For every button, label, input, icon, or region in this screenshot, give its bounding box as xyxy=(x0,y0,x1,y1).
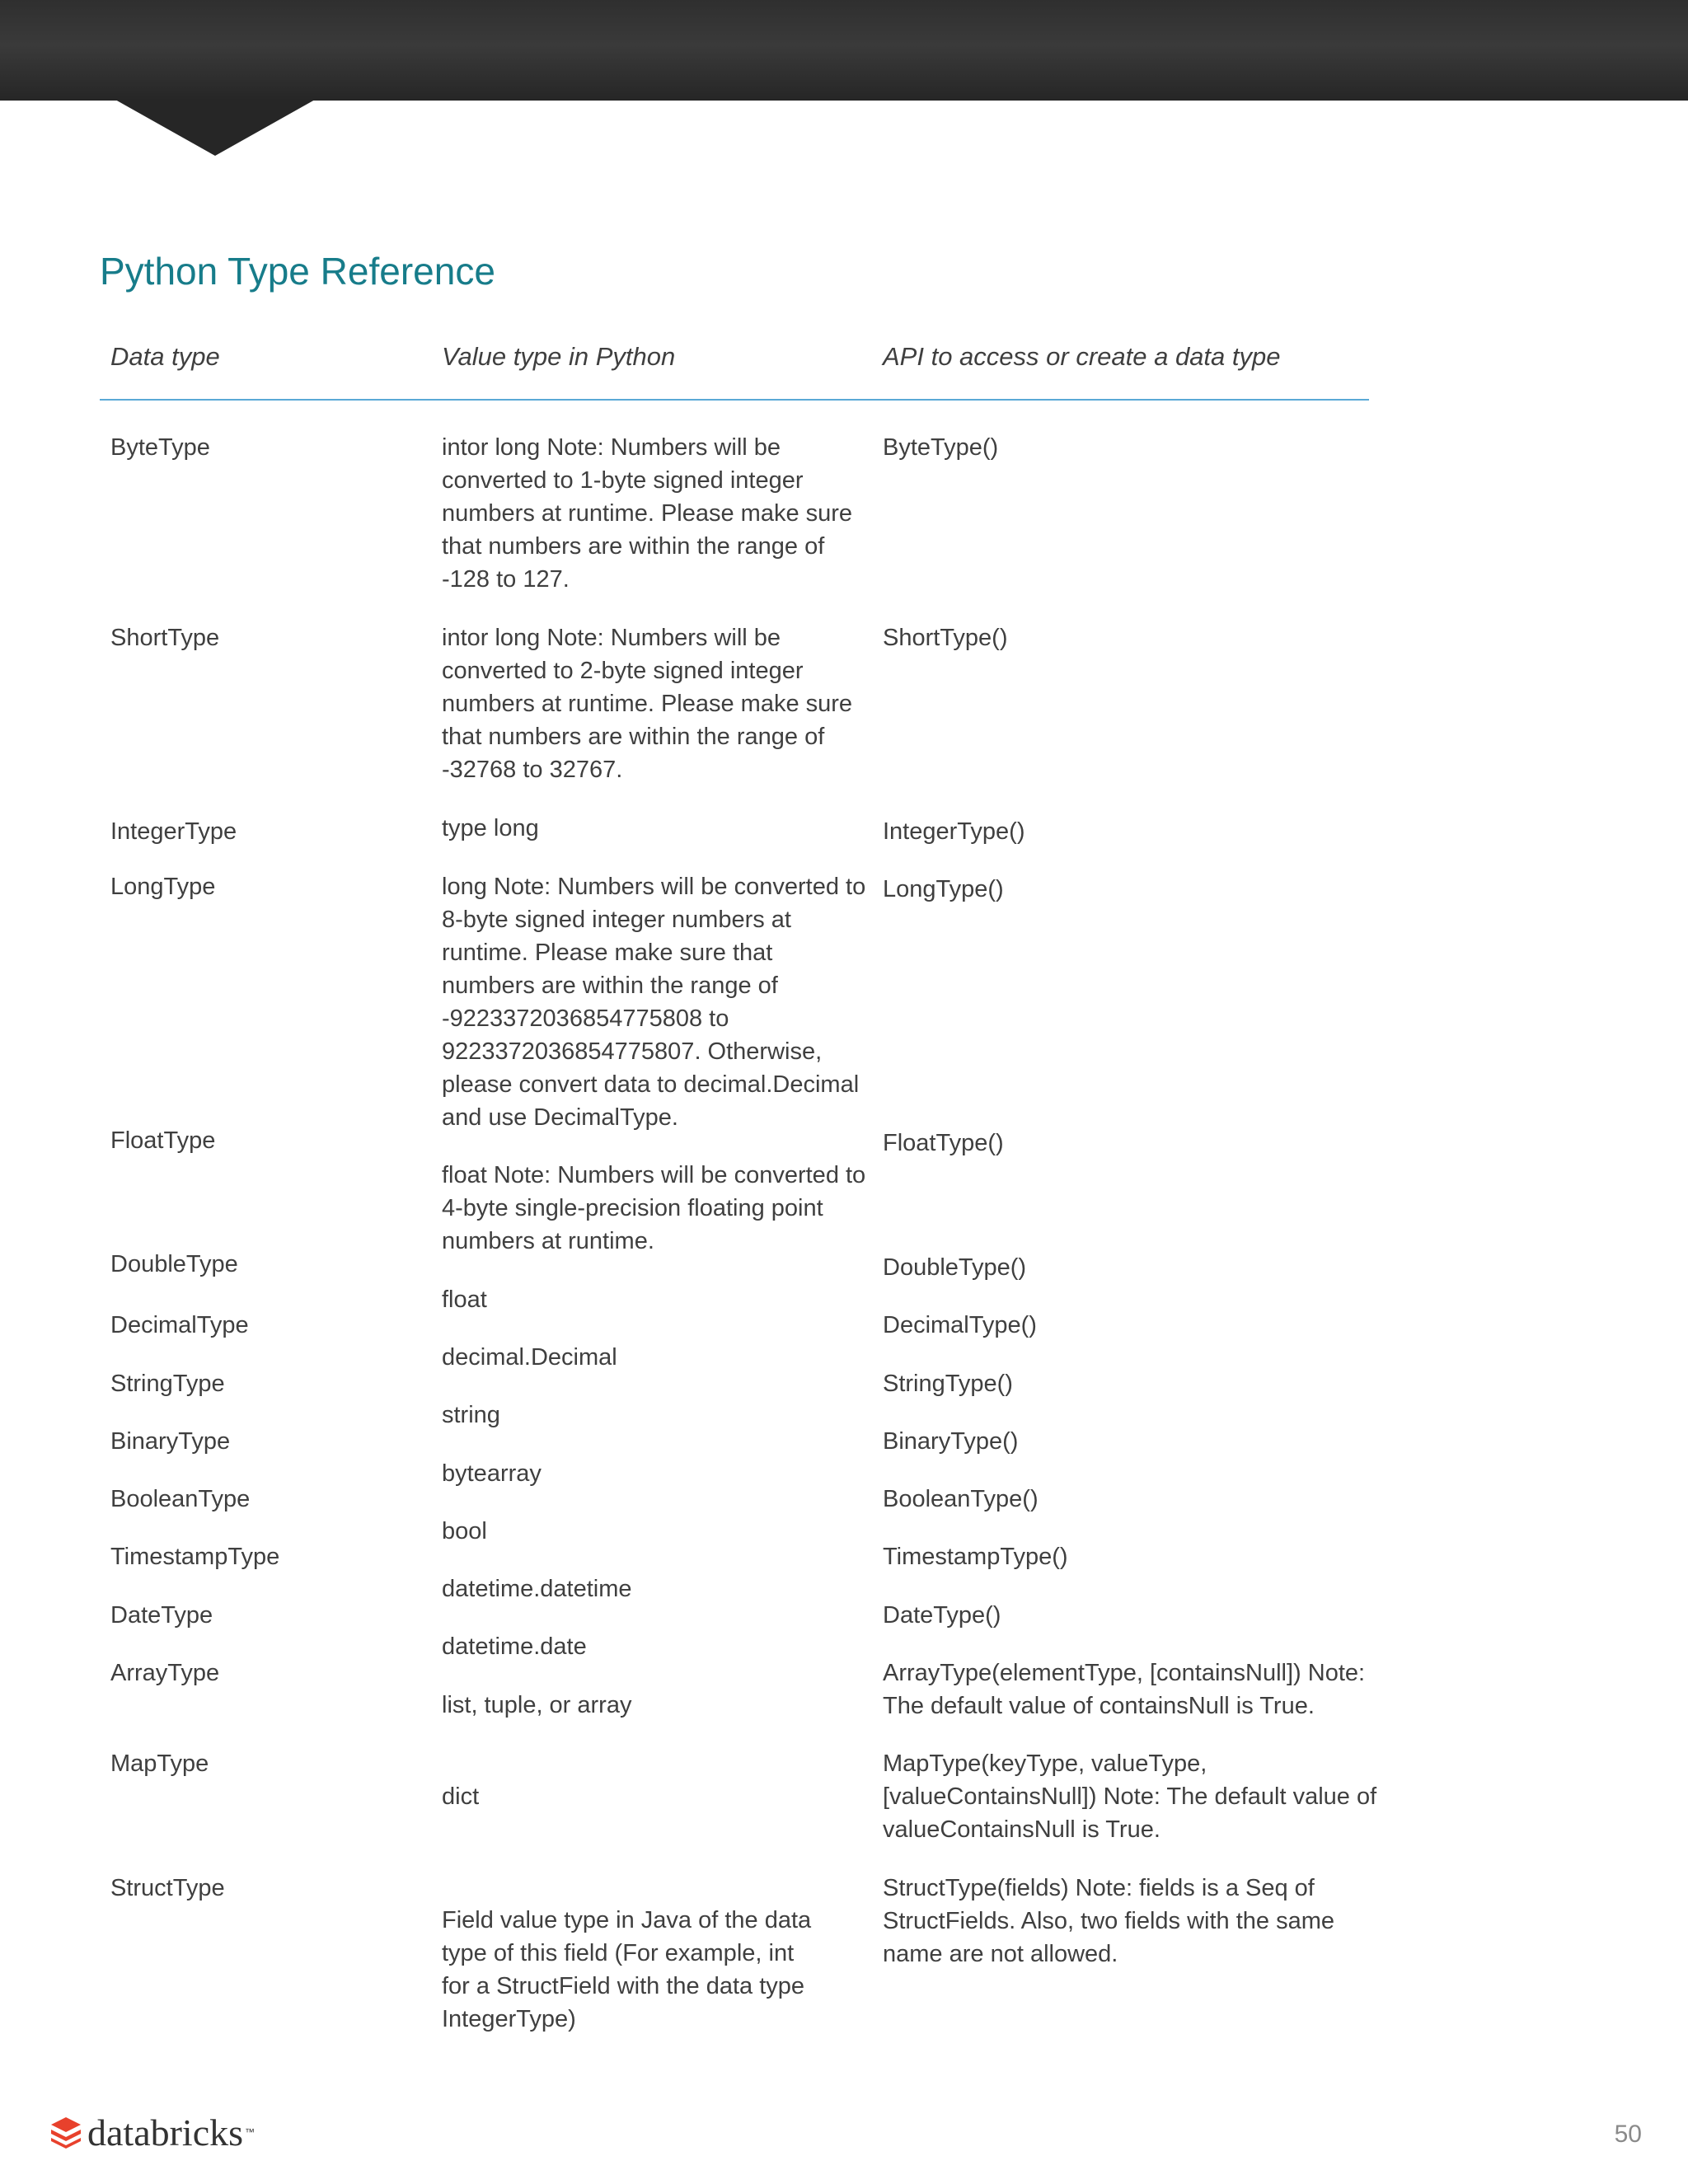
column-header-data-type: Data type xyxy=(110,342,220,371)
python-value-cell: type long xyxy=(442,815,539,841)
api-cell: BinaryType() xyxy=(883,1428,1019,1455)
python-value-cell: list, tuple, or array xyxy=(442,1692,632,1718)
python-value-cell: datetime.datetime xyxy=(442,1576,632,1602)
api-cell: FloatType() xyxy=(883,1130,1004,1156)
column-header-python-value: Value type in Python xyxy=(442,342,676,371)
banner-notch xyxy=(115,100,315,156)
page-number: 50 xyxy=(1614,2121,1642,2148)
data-type-cell: StructType xyxy=(110,1875,225,1901)
data-type-cell: LongType xyxy=(110,874,216,900)
python-value-cell: dict xyxy=(442,1783,480,1810)
data-type-cell: BinaryType xyxy=(110,1428,231,1455)
api-cell: StringType() xyxy=(883,1371,1013,1397)
api-cell: LongType() xyxy=(883,876,1004,902)
data-type-cell: BooleanType xyxy=(110,1486,251,1512)
api-cell: ByteType() xyxy=(883,434,999,461)
data-type-cell: ByteType xyxy=(110,434,210,461)
python-value-cell: string xyxy=(442,1402,500,1428)
data-type-cell: DoubleType xyxy=(110,1251,238,1277)
data-type-cell: ShortType xyxy=(110,625,220,651)
python-value-cell: bool xyxy=(442,1518,487,1544)
python-value-cell: Field value type in Java of the data type of this field (For example, int for a StructField with the data type IntegerType) xyxy=(442,1907,812,2032)
python-value-cell: long Note: Numbers will be converted to 8-byte signed integer numbers at runtime. Please make sure that numbers are within the range of -9223372036854775808 to 9223372036854775807. Otherwise, please convert data to decimal.Decimal and use DecimalType. xyxy=(442,874,866,1131)
data-type-cell: TimestampType xyxy=(110,1544,280,1570)
header-rule xyxy=(100,399,1369,401)
python-value-cell: intor long Note: Numbers will be converted to 2-byte signed integer numbers at runtime. Please make sure that numbers are within the range of -32768 to 32767. xyxy=(442,625,853,783)
api-cell: ArrayType(elementType, [containsNull]) Note: The default value of containsNull is True. xyxy=(883,1660,1366,1719)
api-cell: IntegerType() xyxy=(883,818,1025,845)
python-value-cell: decimal.Decimal xyxy=(442,1344,617,1371)
brand-name: databricks xyxy=(87,2111,244,2154)
data-type-cell: StringType xyxy=(110,1371,225,1397)
api-cell: ShortType() xyxy=(883,625,1008,651)
column-header-api: API to access or create a data type xyxy=(883,342,1281,371)
data-type-cell: DecimalType xyxy=(110,1312,249,1338)
databricks-mark-icon xyxy=(49,2116,82,2149)
python-value-cell: bytearray xyxy=(442,1460,542,1487)
api-cell: DecimalType() xyxy=(883,1312,1037,1338)
data-type-cell: IntegerType xyxy=(110,818,237,845)
python-value-cell: float xyxy=(442,1286,487,1313)
header-banner xyxy=(0,0,1688,101)
api-cell: MapType(keyType, valueType, [valueContainsNull]) Note: The default value of valueContainsNull is True. xyxy=(883,1750,1377,1843)
data-type-cell: DateType xyxy=(110,1602,213,1629)
page-title: Python Type Reference xyxy=(100,250,495,293)
data-type-cell: FloatType xyxy=(110,1127,216,1154)
python-value-cell: datetime.date xyxy=(442,1633,587,1660)
trademark-mark: ™ xyxy=(245,2126,256,2138)
databricks-logo xyxy=(49,2111,255,2153)
api-cell: DateType() xyxy=(883,1602,1001,1629)
api-cell: TimestampType() xyxy=(883,1544,1068,1570)
api-cell: BooleanType() xyxy=(883,1486,1039,1512)
python-value-cell: float Note: Numbers will be converted to 4-byte single-precision floating point numbers at runtime. xyxy=(442,1162,866,1254)
data-type-cell: MapType xyxy=(110,1750,209,1777)
api-cell: DoubleType() xyxy=(883,1254,1027,1281)
python-value-cell: intor long Note: Numbers will be converted to 1-byte signed integer numbers at runtime. Please make sure that numbers are within the range of -128 to 127. xyxy=(442,434,853,593)
data-type-cell: ArrayType xyxy=(110,1660,220,1686)
api-cell: StructType(fields) Note: fields is a Seq of StructFields. Also, two fields with the same name are not allowed. xyxy=(883,1875,1334,1967)
